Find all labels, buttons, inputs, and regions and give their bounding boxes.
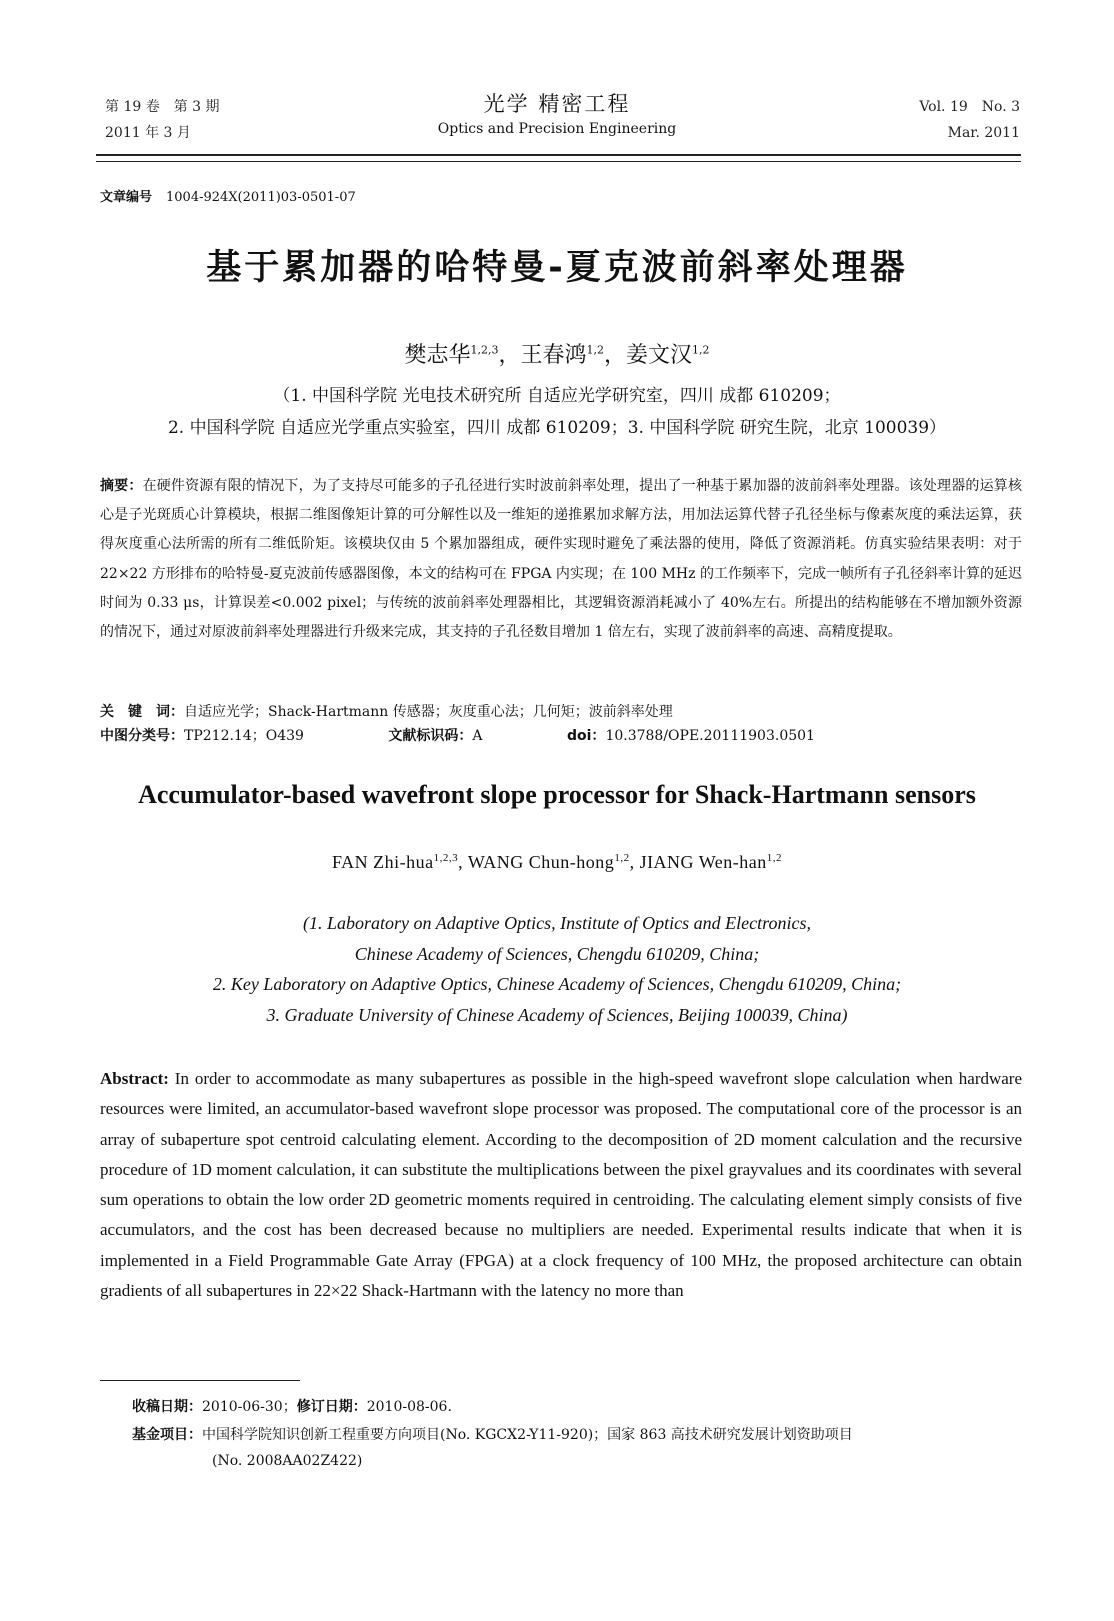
header-rule-thin xyxy=(96,161,1021,162)
doc-code-value: A xyxy=(472,728,483,744)
author-name: JIANG Wen-han xyxy=(639,852,767,872)
affiliation-line: Chinese Academy of Sciences, Chengdu 610209, China; xyxy=(354,943,760,964)
author-name: 樊志华 xyxy=(404,343,471,368)
doi xyxy=(567,728,855,744)
author-affil-sup: 1,2 xyxy=(614,852,630,864)
affiliation-line: （1. 中国科学院 光电技术研究所 自适应光学研究室，四川 成都 610209； xyxy=(273,386,841,406)
authors-en: FAN Zhi-hua$^{1,2,3}$, WANG Chun-hong$^{1,2}$, JIANG Wen-han$^{1,2}$ xyxy=(331,852,783,872)
title-en: Accumulator-based wavefront slope processor for Shack-Hartmann sensors xyxy=(138,780,976,809)
abstract-cn xyxy=(100,472,1022,647)
affiliations-en xyxy=(0,908,1114,1030)
received-label: 收稿日期： xyxy=(132,1399,202,1415)
author-name: 姜文汉 xyxy=(626,343,693,368)
article-number-label: 文章编号 xyxy=(100,190,153,205)
author-affil-sup: 1,2,3 xyxy=(433,852,459,864)
footnote-funding-cont: (No. 2008AA02Z422) xyxy=(212,1453,363,1469)
keywords-text: 自适应光学；Shack-Hartmann 传感器；灰度重心法；几何矩；波前斜率处理 xyxy=(184,704,673,720)
header-volume-en xyxy=(919,94,1020,146)
abstract-en-label: Abstract: xyxy=(100,1069,169,1088)
abstract-cn-label: 摘要： xyxy=(100,478,143,494)
header-vol-no: Vol. 19 No. 3 xyxy=(919,99,1020,115)
author-name: WANG Chun-hong xyxy=(467,852,615,872)
abstract-en xyxy=(100,1064,1022,1306)
document-code xyxy=(388,728,522,744)
doc-code-label: 文献标识码： xyxy=(388,728,473,744)
affiliations-cn xyxy=(0,380,1114,444)
author-affil-sup: 1,2 xyxy=(586,343,604,357)
header-volume: 第 19 卷 第 3 期 xyxy=(105,99,220,115)
footnote-funding xyxy=(132,1422,1022,1448)
article-number-value: 1004-924X(2011)03-0501-07 xyxy=(166,190,356,205)
affiliation-line: 2. 中国科学院 自适应光学重点实验室，四川 成都 610209；3. 中国科学院 研究生院，北京 100039） xyxy=(167,418,947,438)
affiliation-line: 2. Key Laboratory on Adaptive Optics, Chinese Academy of Sciences, Chengdu 610209, China; xyxy=(212,974,902,994)
clc-value: TP212.14；O439 xyxy=(184,728,304,744)
abstract-en-text: In order to accommodate as many subapertures as possible in the high-speed wavefront slope calculation when hardware resources were limited, an accumulator-based wavefront slope processor was proposed. The computational core of the processor is an array of subaperture spot centroid calculating element. According to the decomposition of 2D moment calculation and the recursive procedure of 1D moment calculation, it can substitute the multiplications between the pixel grayvalues and its coordinates with several sum operations to obtain the low order 2D geometric moments required in centroiding. The calculating element simply consists of five accumulators, and the cost has been decreased because no multipliers are needed. Experimental results indicate that when it is implemented in a Field Programmable Gate Array (FPGA) at a clock frequency of 100 MHz, the proposed architecture can obtain gradients of all subapertures in 22×22 Shack-Hartmann with the latency no more than xyxy=(100,1069,1023,1301)
header-month: Mar. 2011 xyxy=(947,125,1020,141)
footnote-dates xyxy=(132,1394,1022,1420)
journal-name-en: Optics and Precision Engineering xyxy=(437,121,677,137)
received-date: 2010-06-30； xyxy=(202,1399,297,1415)
article-number xyxy=(100,186,356,205)
affiliation-line: 3. Graduate University of Chinese Academy of Sciences, Beijing 100039, China) xyxy=(266,1004,848,1025)
affiliation-line: (1. Laboratory on Adaptive Optics, Institute of Optics and Electronics, xyxy=(303,913,811,933)
author-affil-sup: 1,2 xyxy=(692,343,710,357)
doi-value[interactable]: 10.3788/OPE.20111903.0501 xyxy=(605,728,815,744)
abstract-cn-text: 在硬件资源有限的情况下，为了支持尽可能多的子孔径进行实时波前斜率处理，提出了一种基于累加器的波前斜率处理器。该处理器的运算核心是子光斑质心计算模块，根据二维图像矩计算的可分解性以及一维矩的递推累加求解方法，用加法运算代替子孔径坐标与像素灰度的乘法运算，获得灰度重心法所需的所有二维低阶矩。该模块仅由 5 个累加器组成，硬件实现时避免了乘法器的使用，降低了资源消耗。仿真实验结果表明：对于 22×22 方形排布的哈特曼-夏克波前传感器图像，本文的结构可在 FPGA 内实现；在 100 MHz 的工作频率下，完成一帧所有子孔径斜率计算的延迟时间为 0.33 μs，计算误差<0.002 pixel；与传统的波前斜率处理器相比，其逻辑资源消耗减小了 40%左右。所提出的结构能够在不增加额外资源的情况下，通过对原波前斜率处理器进行升级来完成，其支持的子孔径数目增加 1 倍左右，实现了波前斜率的高速、高精度提取。 xyxy=(100,478,1022,641)
classification-line xyxy=(100,724,1022,748)
footnote-rule xyxy=(100,1380,300,1381)
keywords-cn xyxy=(100,700,1022,724)
doi-label: doi： xyxy=(566,728,606,744)
authors-cn: 樊志华$^{1,2,3}$，王春鸿$^{1,2}$，姜文汉$^{1,2}$ xyxy=(404,343,710,368)
header-date: 2011 年 3 月 xyxy=(105,125,191,141)
revised-date: 2010-08-06. xyxy=(366,1399,452,1415)
clc-code xyxy=(100,728,344,744)
author-name: 王春鸿 xyxy=(520,343,587,368)
funding-text: 中国科学院知识创新工程重要方向项目(No. KGCX2-Y11-920)；国家 863 高技术研究发展计划资助项目 xyxy=(202,1427,853,1443)
clc-label: 中图分类号： xyxy=(100,728,184,744)
journal-name-cn: 光学 精密工程 xyxy=(483,92,631,116)
keywords-label: 关 键 词： xyxy=(100,704,184,720)
header-rule-thick xyxy=(96,154,1021,156)
revised-label: 修订日期： xyxy=(296,1399,367,1415)
funding-label: 基金项目： xyxy=(132,1427,202,1443)
author-affil-sup: 1,2 xyxy=(766,852,783,864)
author-name: FAN Zhi-hua xyxy=(331,852,434,872)
author-affil-sup: 1,2,3 xyxy=(470,343,499,357)
title-cn: 基于累加器的哈特曼-夏克波前斜率处理器 xyxy=(206,248,908,288)
